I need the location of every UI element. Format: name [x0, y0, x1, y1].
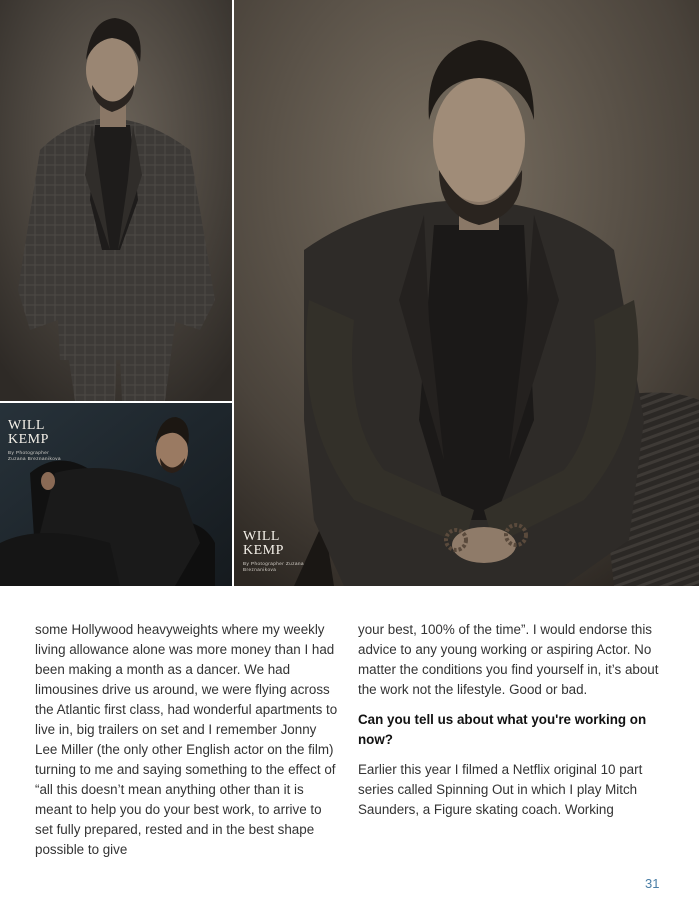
interview-answer: Earlier this year I filmed a Netflix original 10 part series called Spinning Out in which I play Mitch Saunders, a Figure skating coach. Working: [358, 762, 643, 817]
standing-portrait-image: [0, 0, 232, 401]
watermark-credit-line2: Zuzana Breznanikova: [8, 456, 62, 461]
photo-seated-leather-portrait: [0, 403, 232, 586]
watermark-name-line1: WILL: [8, 418, 45, 433]
watermark-credit-line1: By Photographer Zuzana: [243, 561, 305, 566]
interview-question: Can you tell us about what you're working on now?: [358, 712, 647, 747]
page-number: 31: [645, 876, 660, 891]
photo-standing-portrait: [0, 0, 232, 401]
watermark-credit-line2: Breznanikova: [243, 567, 277, 572]
photo-large-seated-portrait: [234, 0, 699, 586]
article-left-column: [35, 620, 340, 860]
large-portrait-image: [234, 0, 699, 586]
watermark-name-line2: KEMP: [243, 543, 284, 558]
watermark-credit-line1: By Photographer: [8, 450, 50, 455]
watermark-name-line1: WILL: [243, 529, 280, 544]
watermark-name-line2: KEMP: [8, 432, 49, 447]
watermark-will-kemp-small: [8, 419, 61, 462]
article-paragraph: some Hollywood heavyweights where my weekly living allowance alone was more money than I had been making a month as a dancer. We had limousines drive us around, we were flying across the Atlantic first class, had wonderful apartments to live in, big trailers on set and I remember Jonny Lee Miller (the only other English actor on the film) turning to me and saying something to the effect of “all this doesn’t mean anything other than it is meant to help you do your best work, to arrive to set fully prepared, rested and in the best shape possible to give: [35, 622, 338, 857]
article-paragraph-continuation: your best, 100% of the time”. I would endorse this advice to any young working or aspiring Actor. No matter the conditions you find yourself in, it’s about the work not the lifestyle. Good or bad.: [358, 622, 659, 697]
watermark-will-kemp-large: [243, 530, 304, 573]
article-right-column: [358, 620, 660, 820]
